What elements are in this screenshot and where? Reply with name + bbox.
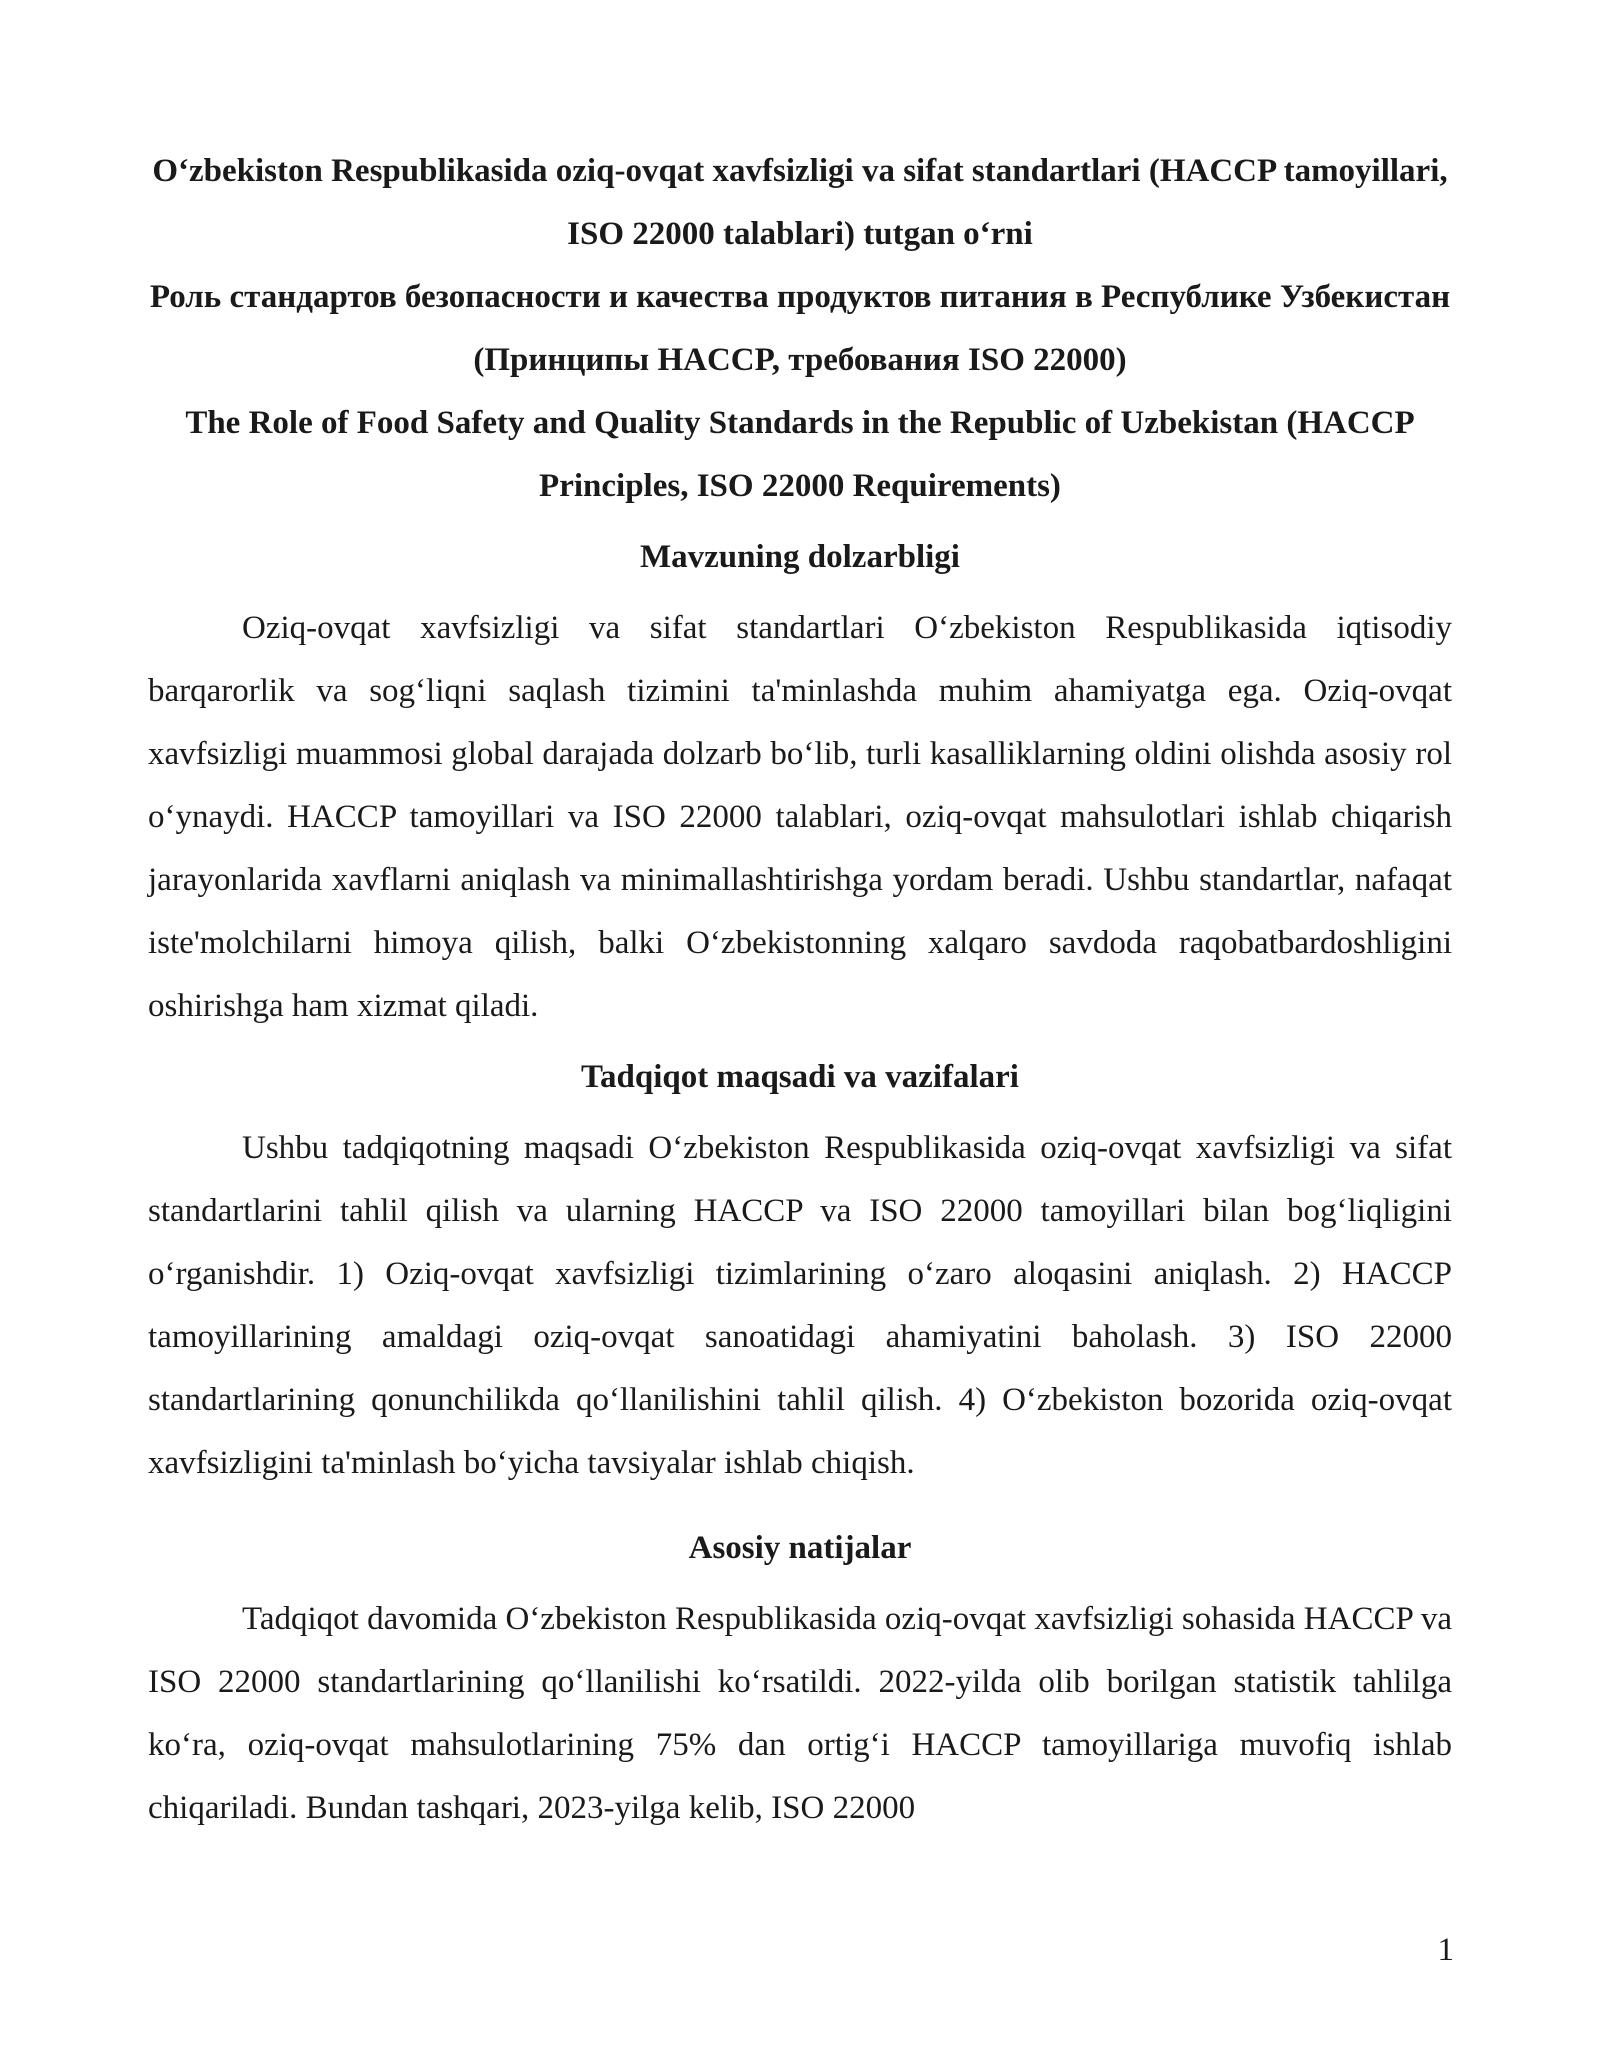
title-uzbek: O‘zbekiston Respublikasida oziq-ovqat xavfsizligi va sifat standartlari (HACCP tamoyillari, ISO 22000 talablari) tutgan o‘rni [152, 153, 1448, 252]
heading-relevance: Mavzuning dolzarbligi [640, 539, 960, 575]
document-page [148, 140, 1452, 1840]
paragraph-goals: Ushbu tadqiqotning maqsadi O‘zbekiston Respublikasida oziq-ovqat xavfsizligi va sifat standartlarini tahlil qilish va ularning HACCP va ISO 22000 tamoyillari bilan bog‘liqligini o‘rganishdir. 1) Oziq-ovqat xavfsizligi tizimlarining o‘zaro aloqasini aniqlash. 2) HACCP tamoyillarining amaldagi oziq-ovqat sanoatidagi ahamiyatini baholash. 3) ISO 22000 standartlarining qonunchilikda qo‘llanilishini tahlil qilish. 4) O‘zbekiston bozorida oziq-ovqat xavfsizligini ta'minlash bo‘yicha tavsiyalar ishlab chiqish. [148, 1130, 1452, 1481]
heading-results: Asosiy natijalar [688, 1530, 912, 1566]
page-number: 1 [1437, 1932, 1454, 1968]
paragraph-results: Tadqiqot davomida O‘zbekiston Respublikasida oziq-ovqat xavfsizligi sohasida HACCP va ISO 22000 standartlarining qo‘llanilishi ko‘rsatildi. 2022-yilda olib borilgan statistik tahlilga ko‘ra, oziq-ovqat mahsulotlarining 75% dan ortig‘i HACCP tamoyillariga muvofiq ishlab chiqariladi. Bundan tashqari, 2023-yilga kelib, ISO 22000 [148, 1601, 1452, 1826]
title-english: The Role of Food Safety and Quality Standards in the Republic of Uzbekistan (HACCP Principles, ISO 22000 Requirements) [185, 405, 1415, 504]
heading-goals: Tadqiqot maqsadi va vazifalari [581, 1059, 1019, 1095]
paragraph-relevance: Oziq-ovqat xavfsizligi va sifat standartlari O‘zbekiston Respublikasida iqtisodiy barqarorlik va sog‘liqni saqlash tizimini ta'minlashda muhim ahamiyatga ega. Oziq-ovqat xavfsizligi muammosi global darajada dolzarb bo‘lib, turli kasalliklarning oldini olishda asosiy rol o‘ynaydi. HACCP tamoyillari va ISO 22000 talablari, oziq-ovqat mahsulotlari ishlab chiqarish jarayonlarida xavflarni aniqlash va minimallashtirishga yordam beradi. Ushbu standartlar, nafaqat iste'molchilarni himoya qilish, balki O‘zbekistonning xalqaro savdoda raqobatbardoshligini oshirishga ham xizmat qiladi. [148, 610, 1452, 1024]
title-russian: Роль стандартов безопасности и качества продуктов питания в Республике Узбекистан (Принципы HACCP, требования ISO 22000) [149, 279, 1451, 378]
